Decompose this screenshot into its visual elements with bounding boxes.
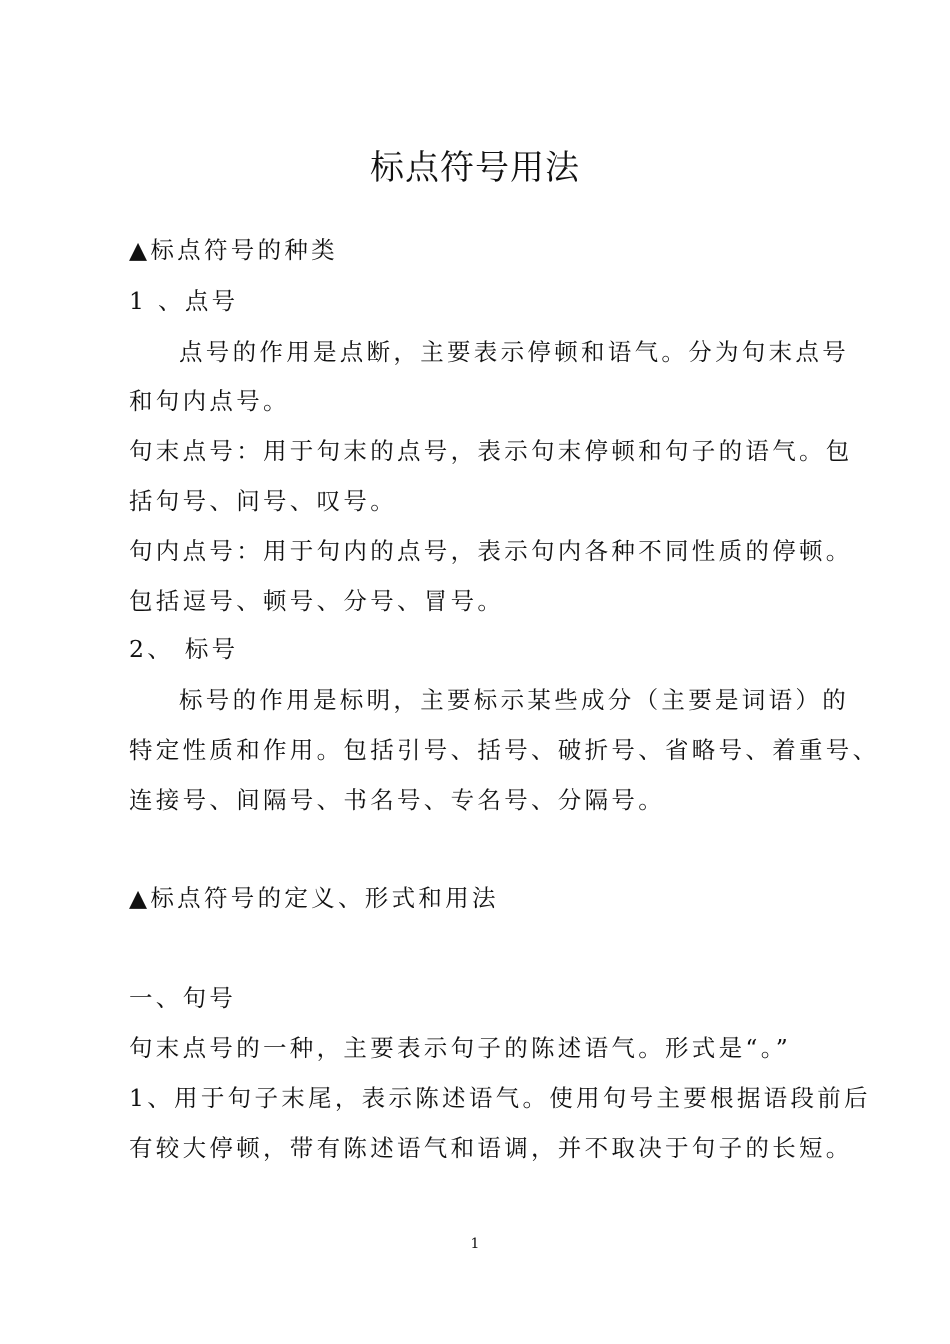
paragraph-line: 句末点号：用于句末的点号，表示句末停顿和句子的语气。包 xyxy=(129,437,853,465)
page-number: 1 xyxy=(470,1236,480,1252)
section-heading: ▲标点符号的定义、形式和用法 xyxy=(129,884,499,912)
paragraph-line: 点号的作用是点断，主要表示停顿和语气。分为句末点号 xyxy=(179,338,849,366)
paragraph-line: 包括逗号、顿号、分号、冒号。 xyxy=(129,587,505,615)
paragraph-line: 连接号、间隔号、书名号、专名号、分隔号。 xyxy=(129,786,665,814)
paragraph-line: 句末点号的一种，主要表示句子的陈述语气。形式是“。” xyxy=(129,1034,792,1062)
paragraph-line: 括句号、问号、叹号。 xyxy=(129,487,397,515)
section-heading: ▲标点符号的种类 xyxy=(129,236,338,264)
paragraph-line: 1、用于句子末尾，表示陈述语气。使用句号主要根据语段前后 xyxy=(129,1084,871,1112)
subheading: 1 、点号 xyxy=(129,287,239,315)
paragraph-line: 特定性质和作用。包括引号、括号、破折号、省略号、着重号、 xyxy=(129,736,880,764)
page-title: 标点符号用法 xyxy=(370,148,580,188)
paragraph-line: 标号的作用是标明，主要标示某些成分（主要是词语）的 xyxy=(179,686,849,714)
paragraph-line: 有较大停顿，带有陈述语气和语调，并不取决于句子的长短。 xyxy=(129,1134,853,1162)
subheading: 2、 标号 xyxy=(129,635,239,663)
paragraph-line: 句内点号：用于句内的点号，表示句内各种不同性质的停顿。 xyxy=(129,537,853,565)
paragraph-line: 和句内点号。 xyxy=(129,387,290,415)
subheading: 一、句号 xyxy=(129,984,237,1012)
